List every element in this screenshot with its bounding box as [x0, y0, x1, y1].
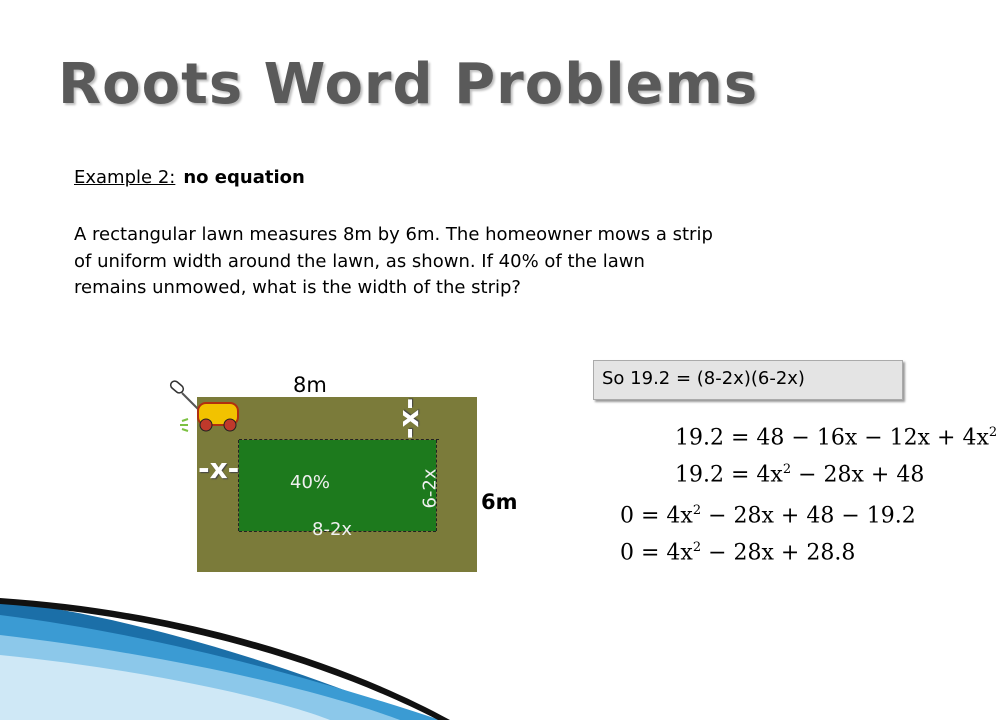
example-label: Example 2:: [74, 167, 176, 188]
equation-line-3: [620, 503, 916, 528]
equation-3-right: − 28x + 48 − 19.2: [701, 503, 916, 529]
lawn-unmowed-area: [239, 440, 436, 531]
equation-1-left: 19.2 = 48 − 16x − 12x + 4x: [675, 425, 989, 451]
equation-2-exponent: 2: [782, 462, 792, 477]
equation-4-exponent: 2: [692, 540, 702, 555]
equation-line-1: [675, 425, 997, 450]
equation-2-right: − 28x + 48: [791, 462, 925, 488]
equation-4-left: 0 = 4x: [620, 540, 693, 566]
lawn-width-label: 8m: [293, 373, 327, 397]
strip-width-top-label: -x-: [392, 397, 426, 440]
lawn-mower-icon: [168, 377, 248, 437]
equation-line-2: [675, 462, 924, 487]
solution-equation-box: [593, 360, 903, 400]
equation-4-right: − 28x + 28.8: [701, 540, 856, 566]
inner-height-label: 6-2x: [419, 468, 441, 509]
lawn-height-label: 6m: [481, 490, 518, 514]
equation-2-left: 19.2 = 4x: [675, 462, 783, 488]
slide-title: Roots Word Problems: [58, 52, 759, 117]
unmowed-percent-label: 40%: [290, 472, 331, 493]
equation-1-exponent: 2: [988, 425, 997, 440]
strip-width-left-label: -x-: [198, 452, 240, 485]
solution-so-line: So 19.2 = (8-2x)(6-2x): [602, 368, 805, 389]
example-note: no equation: [183, 167, 305, 188]
inner-width-label: 8-2x: [312, 519, 353, 540]
decorative-wave-graphic: [0, 560, 960, 720]
equation-3-exponent: 2: [692, 503, 702, 518]
example-heading: [74, 167, 305, 188]
problem-text: A rectangular lawn measures 8m by 6m. The homeowner mows a strip of uniform width around the lawn, as shown. If 40% of the lawn remains unmowed, what is the width of the strip?: [74, 224, 713, 298]
equation-3-left: 0 = 4x: [620, 503, 693, 529]
